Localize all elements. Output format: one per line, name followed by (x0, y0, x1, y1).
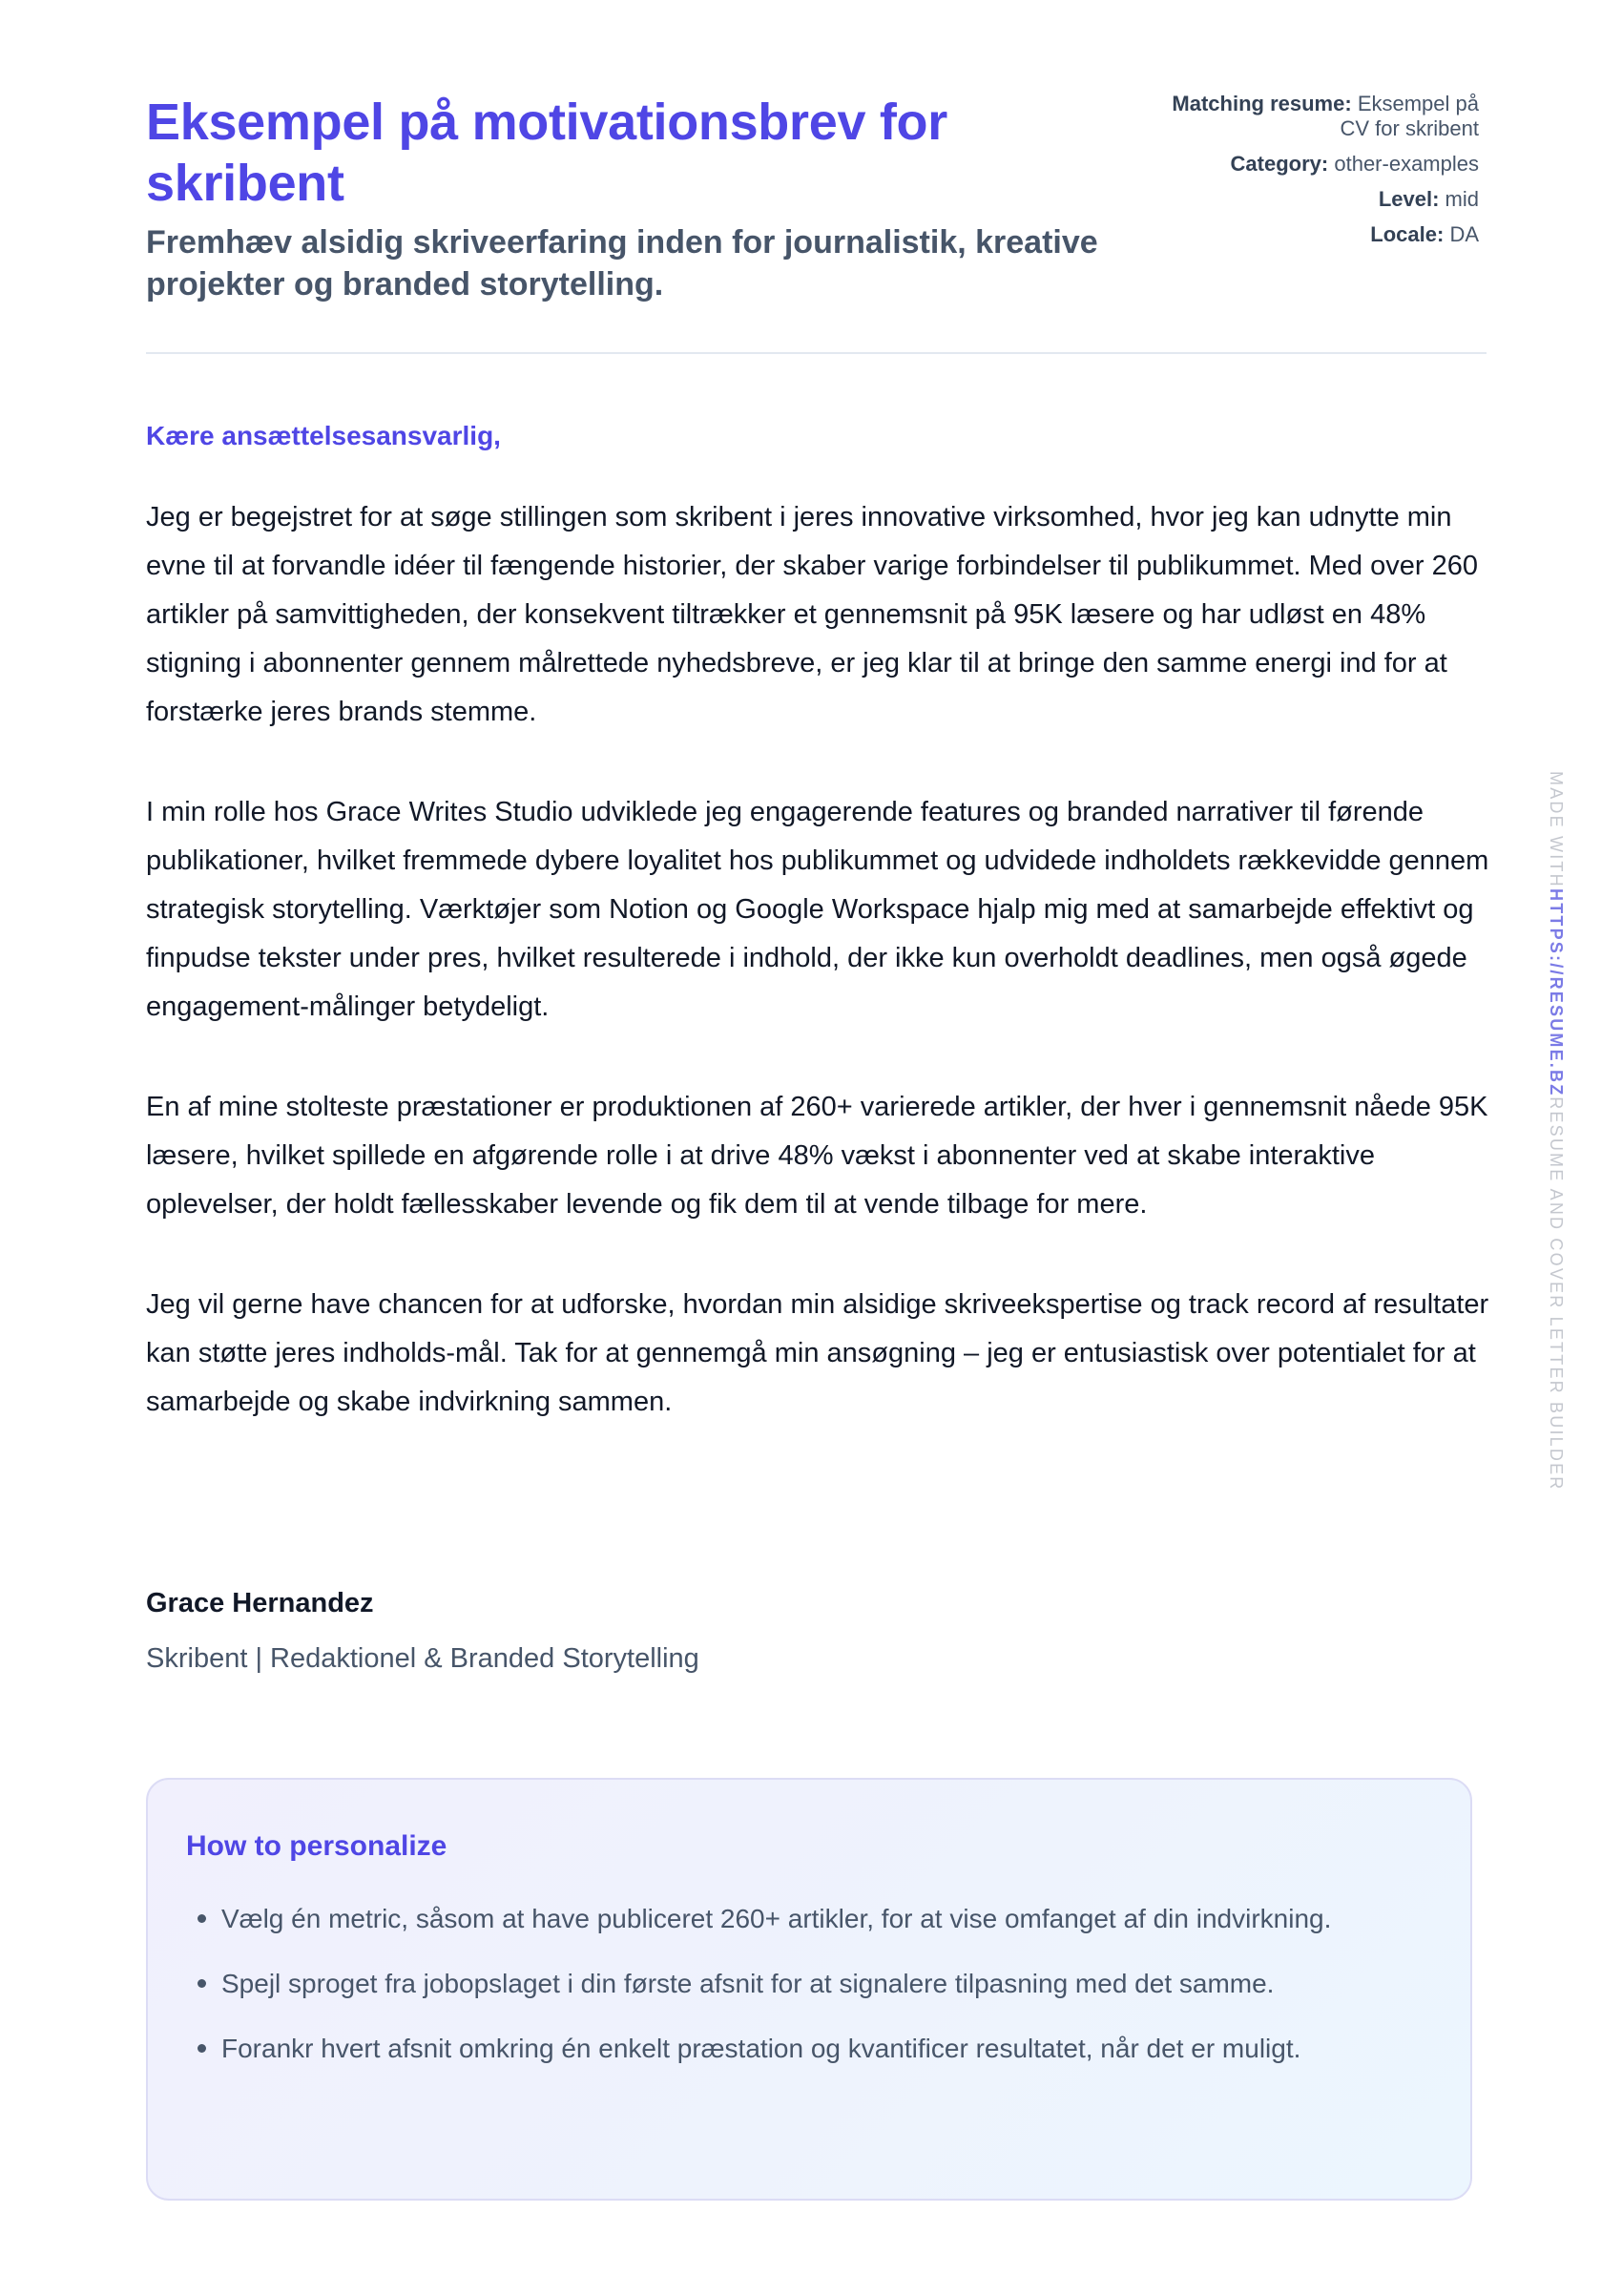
meta-category-value: other-examples (1334, 152, 1479, 176)
meta-locale (1154, 222, 1479, 247)
meta-level-value: mid (1445, 187, 1479, 211)
signature-title: Skribent | Redaktionel & Branded Storytelling (146, 1643, 699, 1674)
letter-paragraph: Jeg er begejstret for at søge stillingen som skribent i jeres innovative virksomhed, hvor jeg kan udnytte min evne til at forvandle idéer til fængende historier, der skaber varige forbindelser til publikummet. Med over 260 artikler på samvittigheden, der konsekvent tiltrækker et gennemsnit på 95K læsere og har udløst en 48% stigning i abonnenter gennem målrettede nyhedsbreve, er jeg klar til at bringe den samme energi ind for at forstærke jeres brands stemme. (146, 502, 1478, 727)
signature-name: Grace Hernandez (146, 1588, 374, 1618)
meta-level-label: Level: (1378, 187, 1440, 211)
letter-paragraph: I min rolle hos Grace Writes Studio udviklede jeg engagerende features og branded narrativer til førende publikationer, hvilket fremmede dybere loyalitet hos publikummet og udvidede indholdets rækkevidde gennem strategisk storytelling. Værktøjer som Notion og Google Workspace hjalp mig med at samarbejde effektivt og finpudse tekster under pres, hvilket resulterede i indhold, der ikke kun overholdt deadlines, men også øgede engagement-målinger betydeligt. (146, 797, 1489, 1022)
tips-item-text: Spejl sproget fra jobopslaget i din første afsnit for at signalere tilpasning med det samme. (221, 1969, 1275, 1998)
meta-locale-value: DA (1449, 222, 1479, 246)
header-divider (146, 352, 1487, 354)
meta-locale-label: Locale: (1370, 222, 1445, 246)
watermark-prefix: MADE WITH (1547, 771, 1566, 888)
tips-item-text: Vælg én metric, såsom at have publiceret 260+ artikler, for at vise omfanget af din indvirkning. (221, 1904, 1332, 1933)
meta-level (1154, 187, 1479, 212)
page-title: Eksempel på motivationsbrev for skribent (146, 94, 947, 212)
page-header (146, 92, 1487, 349)
tips-title: How to personalize (186, 1830, 447, 1862)
letter-paragraph: En af mine stolteste præstationer er produktionen af 260+ varierede artikler, der hver i gennemsnit nåede 95K læsere, hvilket spillede en afgørende rolle i at drive 48% vækst i abonnenter ved at skabe interaktive oplevelser, der holdt fællesskaber levende og fik dem til at vende tilbage for mere. (146, 1092, 1488, 1220)
bullet-icon (198, 2044, 206, 2053)
bullet-icon (198, 1914, 206, 1923)
meta-info (1154, 92, 1479, 258)
tips-item-text: Forankr hvert afsnit omkring én enkelt præstation og kvantificer resultatet, når det er muligt. (221, 2034, 1301, 2063)
letter-body (146, 493, 1491, 1478)
meta-matching-resume-value: Eksempel på CV for skribent (1340, 92, 1479, 140)
signature-block (146, 1586, 1100, 1676)
watermark-suffix: RESUME AND COVER LETTER BUILDER (1547, 1096, 1566, 1492)
tips-list-item (186, 1959, 1455, 2008)
vertical-watermark (1548, 771, 1565, 1491)
tips-list-item (186, 1894, 1455, 1943)
personalize-tips-box (146, 1778, 1472, 2201)
meta-category-label: Category: (1230, 152, 1329, 176)
tips-list-item (186, 2024, 1455, 2073)
meta-category (1154, 152, 1479, 177)
bullet-icon (198, 1979, 206, 1988)
letter-paragraph: Jeg vil gerne have chancen for at udforske, hvordan min alsidige skriveekspertise og track record af resultater kan støtte jeres indholds-mål. Tak for at gennemgå min ansøgning – jeg er entusiastisk over potentialet for at samarbejde og skabe indvirkning sammen. (146, 1289, 1489, 1417)
page-subtitle: Fremhæv alsidig skriveerfaring inden for journalistik, kreative projekter og branded storytelling. (146, 224, 1098, 303)
meta-matching-resume-label: Matching resume: (1172, 92, 1352, 115)
letter-greeting: Kære ansættelsesansvarlig, (146, 421, 501, 450)
meta-matching-resume (1154, 92, 1479, 141)
watermark-link[interactable]: HTTPS://RESUME.BZ (1547, 887, 1566, 1097)
tips-list (186, 1894, 1455, 2089)
